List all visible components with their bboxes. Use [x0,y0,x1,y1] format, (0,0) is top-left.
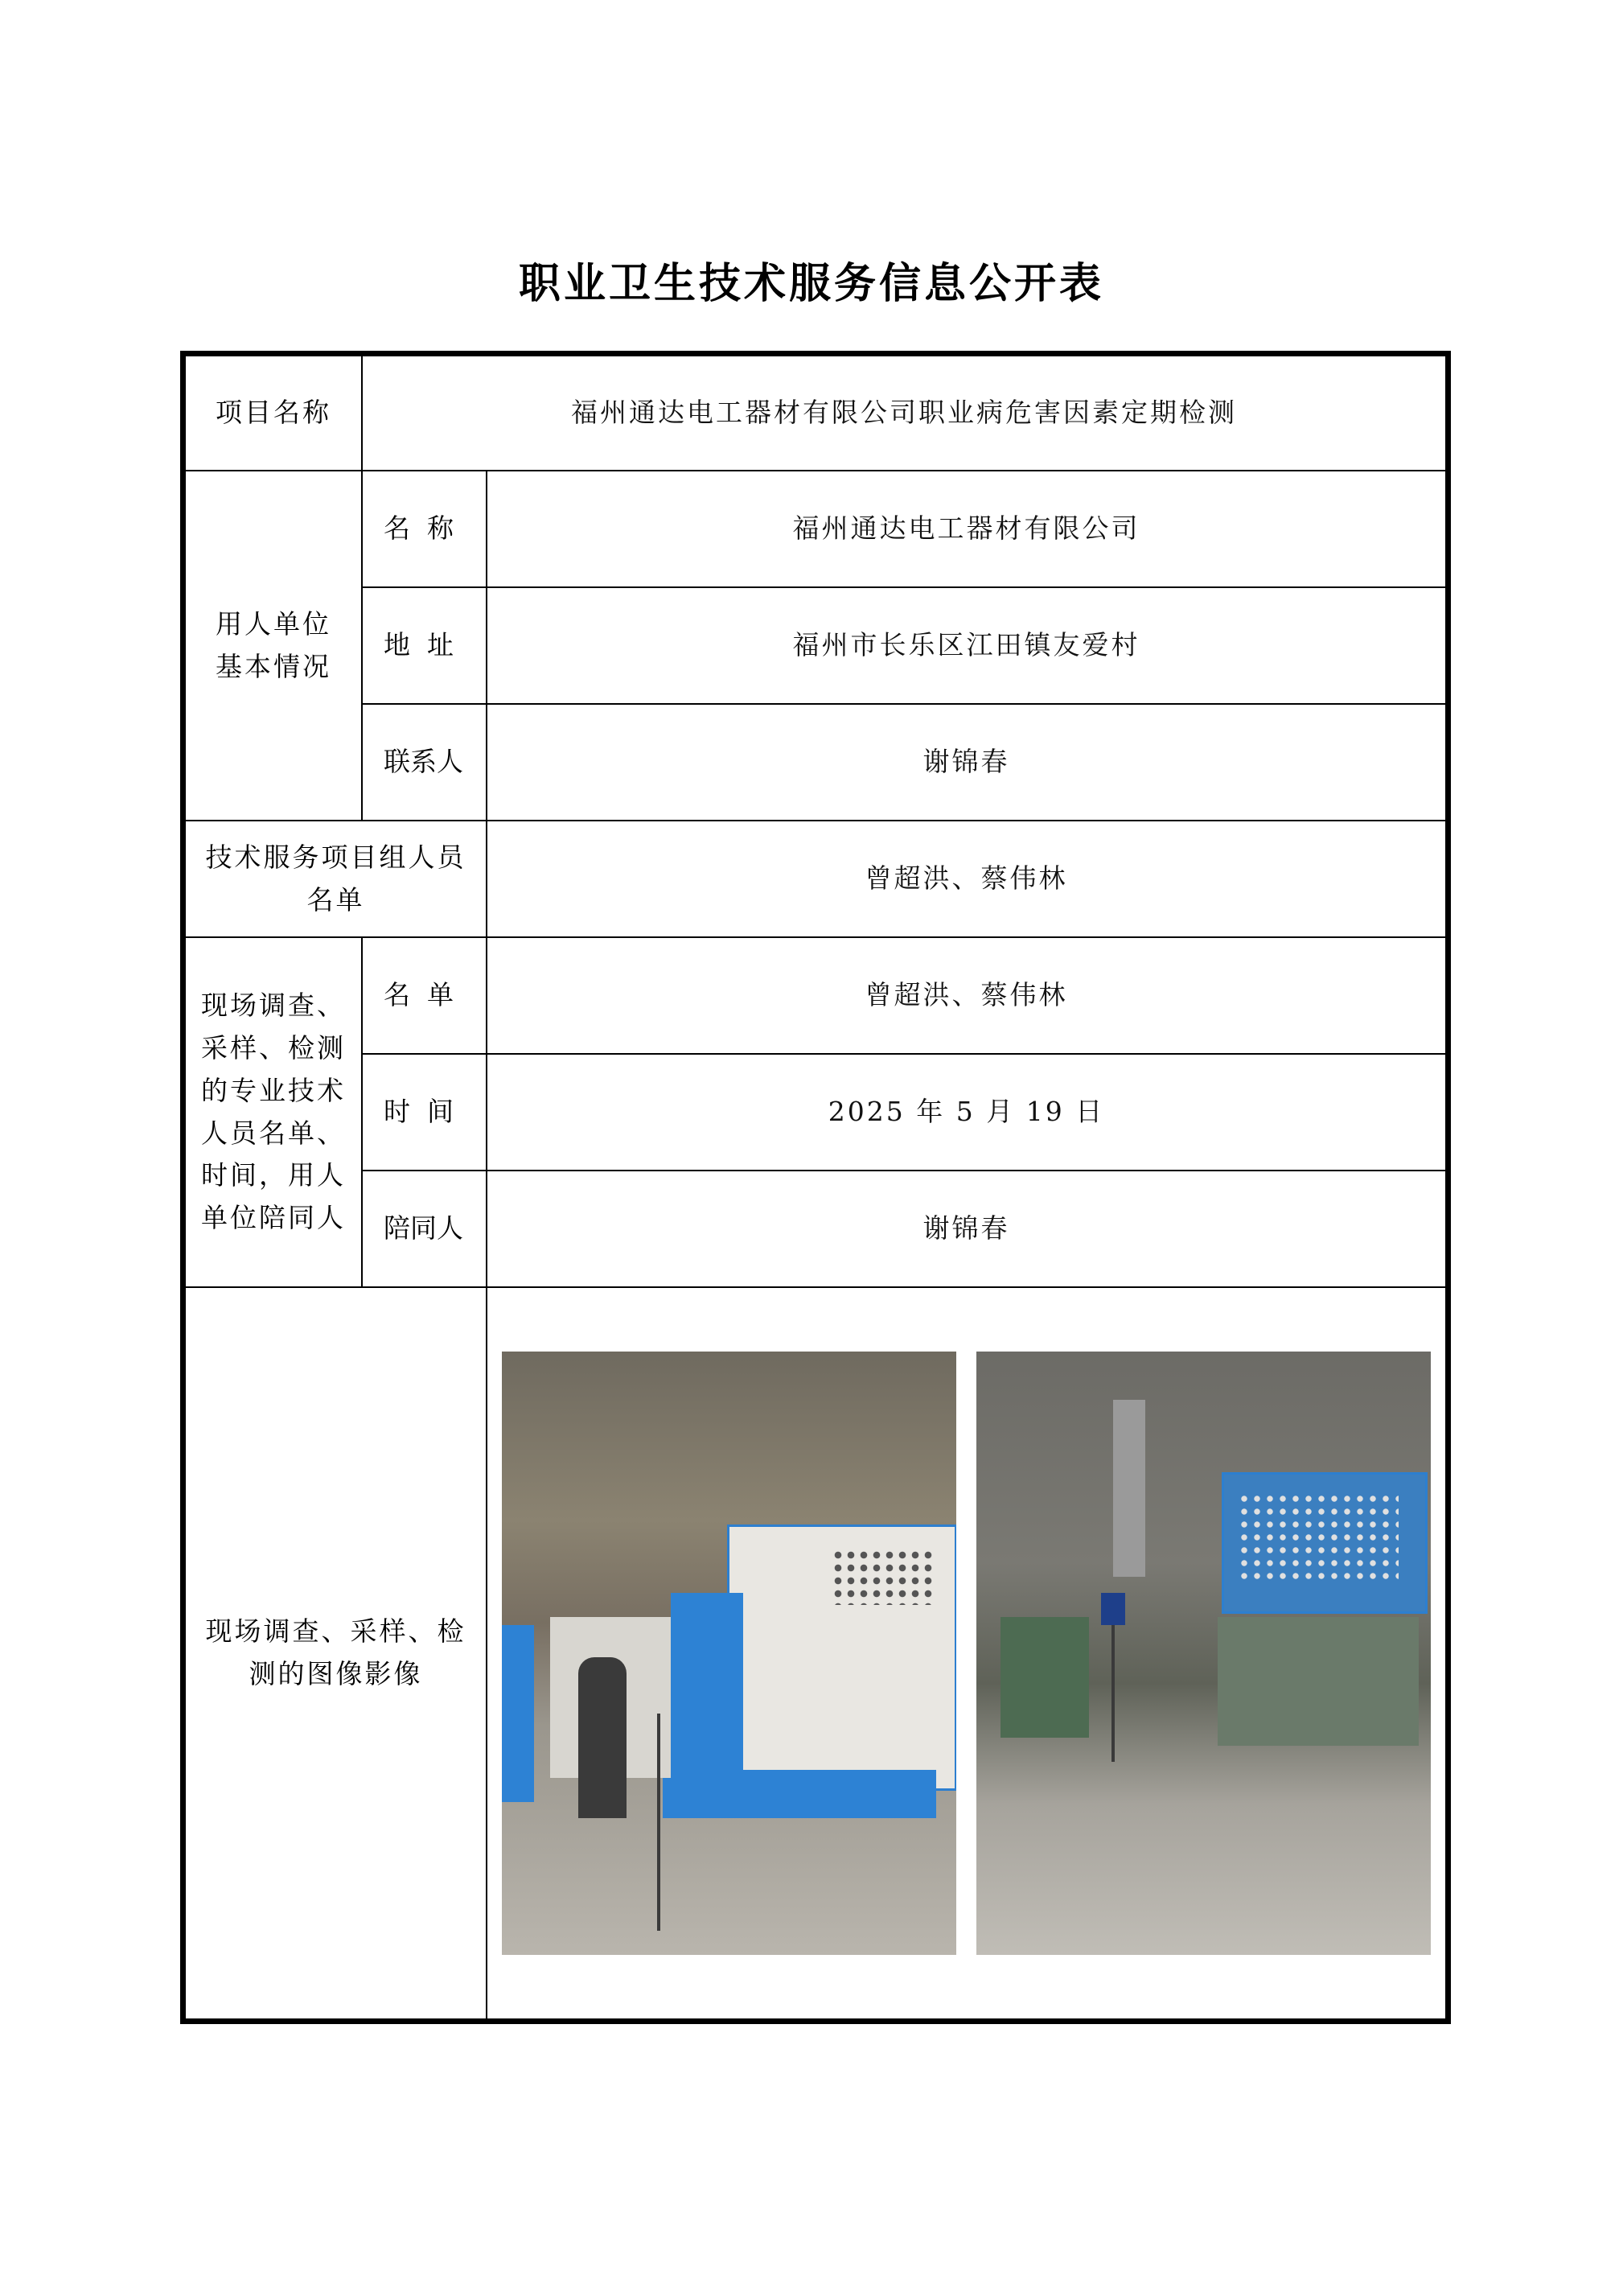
photo-tripod [657,1714,660,1931]
photo-panel-buttons [1238,1492,1399,1581]
photo-person [578,1657,627,1818]
onsite-label-line: 人员名单、 [201,1117,346,1149]
onsite-time-label: 时 间 [362,1054,487,1171]
images-label-line1: 现场调查、采样、检 [205,1615,466,1648]
images-cell [487,1287,1446,2019]
page-title: 职业卫生技术服务信息公开表 [518,260,1104,308]
info-table [180,351,1451,2024]
project-name-label: 项目名称 [185,356,362,471]
employer-label [185,471,362,821]
employer-address-label: 地 址 [362,587,487,704]
photo-blue-side [502,1625,534,1802]
images-label [185,1287,487,2019]
photo-row [487,1352,1445,1955]
photo-cabinet [1218,1617,1419,1746]
photo-meter [1101,1593,1125,1625]
photo-vent-shape [832,1549,936,1605]
site-photo-cabling-machine [502,1352,956,1955]
photo-extruder-column [1113,1400,1145,1577]
team-label-line1: 技术服务项目组人员 [205,841,466,873]
onsite-escort-value: 谢锦春 [487,1171,1446,1287]
onsite-label-line: 单位陪同人 [201,1202,346,1234]
onsite-label-line: 采样、检测 [201,1031,346,1064]
employer-address-value: 福州市长乐区江田镇友爱村 [487,587,1446,704]
onsite-list-label: 名 单 [362,937,487,1054]
photo-tripod [1111,1625,1115,1762]
site-photo-extruder [976,1352,1431,1955]
onsite-escort-label: 陪同人 [362,1171,487,1287]
employer-label-line2: 基本情况 [216,650,331,682]
employer-label-line1: 用人单位 [216,607,331,640]
employer-contact-value: 谢锦春 [487,704,1446,821]
team-label [185,821,487,937]
team-value: 曾超洪、蔡伟林 [487,821,1446,937]
onsite-label-line: 现场调查、 [201,990,346,1022]
photo-green-machine [1001,1617,1089,1738]
employer-name-label: 名 称 [362,471,487,587]
onsite-list-value: 曾超洪、蔡伟林 [487,937,1446,1054]
onsite-label [185,937,362,1287]
project-name-value: 福州通达电工器材有限公司职业病危害因素定期检测 [362,356,1446,471]
onsite-label-line: 的专业技术 [201,1074,346,1106]
team-label-line2: 名单 [306,883,365,916]
onsite-time-value: 2025 年 5 月 19 日 [487,1054,1446,1171]
employer-contact-label: 联系人 [362,704,487,821]
onsite-label-line: 时间，用人 [201,1159,346,1191]
images-label-line2: 测的图像影像 [249,1658,423,1689]
employer-name-value: 福州通达电工器材有限公司 [487,471,1446,587]
photo-blue-base [663,1770,936,1818]
